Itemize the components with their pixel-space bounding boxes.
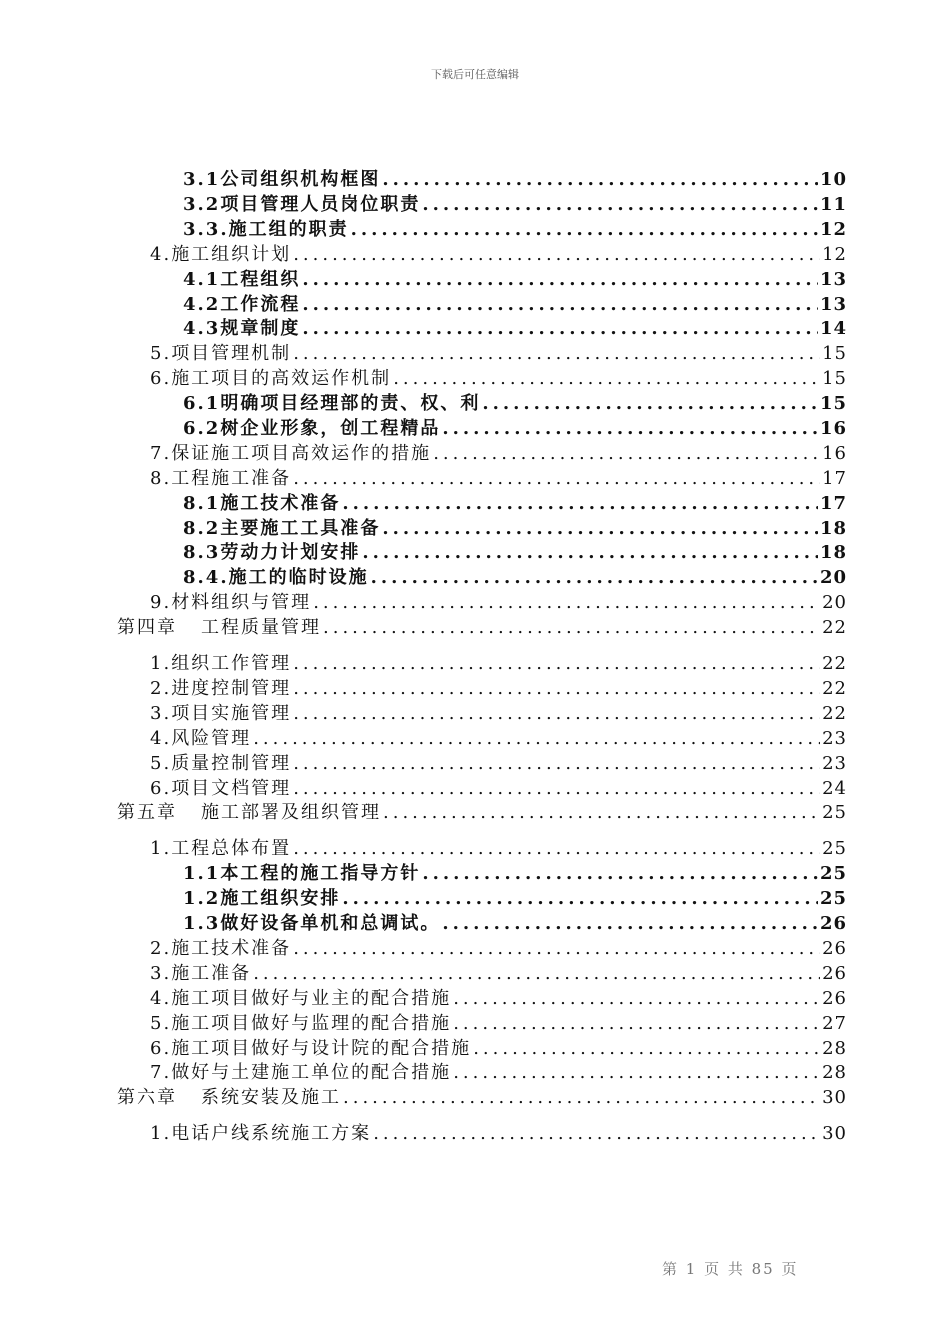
toc-entry[interactable] [183,317,847,341]
toc-entry[interactable] [183,193,847,217]
toc-entry-page: 26 [822,988,847,1009]
toc-entry-title: 做好设备单机和总调试。 [220,913,441,934]
toc-leader-dots [482,392,818,416]
toc-entry-number: 8.4. [183,567,229,588]
toc-entry-page: 30 [822,1123,847,1144]
toc-leader-dots [422,193,818,217]
toc-leader-dots [302,293,818,317]
toc-entry[interactable] [150,777,847,801]
toc-entry-title: 保证施工项目高效运作的措施 [171,443,432,464]
toc-entry[interactable] [183,912,847,936]
toc-entry-page: 14 [819,318,847,339]
toc-entry[interactable] [150,243,847,267]
toc-entry-number: 6. [150,1038,172,1059]
toc-entry-number: 1.3 [183,913,221,934]
toc-entry-title: 明确项目经理部的责、权、利 [220,393,481,414]
toc-leader-dots [382,517,818,541]
toc-entry[interactable] [150,837,847,861]
toc-entry-page: 17 [819,493,847,514]
toc-entry[interactable] [150,1037,847,1061]
toc-entry-number: 6. [150,778,172,799]
toc-entry[interactable] [150,591,847,615]
header-note: 下载后可任意编辑 [431,68,519,81]
toc-entry-page: 26 [822,963,847,984]
toc-entry-number: 第五章 [117,802,177,823]
toc-entry-number: 4. [150,244,172,265]
toc-entry-title: 施工项目做好与监理的配合措施 [171,1013,452,1034]
toc-entry-page: 15 [819,393,847,414]
toc-leader-dots [383,801,820,825]
toc-entry-number: 9. [150,592,172,613]
toc-entry-number: 4. [150,988,172,1009]
toc-entry-number: 3.3. [183,219,229,240]
toc-leader-dots [433,442,820,466]
toc-entry[interactable] [183,392,847,416]
toc-entry-page: 28 [822,1062,847,1083]
toc-entry[interactable] [150,342,847,366]
toc-entry-number: 1.1 [183,863,221,884]
toc-entry[interactable] [183,517,847,541]
toc-entry-page: 22 [822,678,847,699]
toc-leader-dots [293,467,820,491]
toc-entry-title: 主要施工工具准备 [220,518,381,539]
toc-entry-page: 23 [822,753,847,774]
toc-entry[interactable] [183,218,847,242]
toc-entry[interactable] [117,616,847,640]
toc-entry[interactable] [150,987,847,1011]
toc-entry[interactable] [183,417,847,441]
toc-leader-dots [473,1037,820,1061]
toc-entry-title: 劳动力计划安排 [220,542,361,563]
toc-leader-dots [393,367,820,391]
toc-entry-page: 15 [822,343,847,364]
toc-entry-title: 项目管理人员岗位职责 [220,194,421,215]
toc-entry-page: 16 [819,418,847,439]
toc-entry-page: 26 [819,913,847,934]
toc-entry[interactable] [183,293,847,317]
toc-entry[interactable] [150,752,847,776]
toc-leader-dots [293,702,820,726]
toc-entry[interactable] [150,367,847,391]
toc-entry-title: 施工组织安排 [220,888,341,909]
toc-entry-number: 2. [150,678,172,699]
toc-entry-page: 20 [822,592,847,613]
toc-leader-dots [453,987,820,1011]
toc-entry-page: 25 [822,838,847,859]
toc-leader-dots [343,1086,820,1110]
toc-entry-title: 质量控制管理 [171,753,292,774]
toc-entry-number: 1. [150,1123,172,1144]
toc-leader-dots [371,566,818,590]
toc-leader-dots [293,243,820,267]
toc-entry-page: 27 [822,1013,847,1034]
toc-entry-title: 施工项目的高效运作机制 [171,368,392,389]
toc-entry-number: 8.1 [183,493,221,514]
toc-leader-dots [323,616,820,640]
toc-entry-title: 工作流程 [220,294,301,315]
toc-entry[interactable] [117,1086,847,1110]
toc-entry-title: 系统安装及施工 [201,1087,341,1108]
toc-entry[interactable] [150,652,847,676]
toc-leader-dots [362,541,818,565]
toc-leader-dots [293,652,820,676]
toc-entry[interactable] [150,442,847,466]
toc-entry-number: 3. [150,963,172,984]
toc-entry-title: 本工程的施工指导方针 [220,863,421,884]
toc-entry-page: 26 [822,938,847,959]
toc-entry[interactable] [183,887,847,911]
toc-entry-number: 3.2 [183,194,221,215]
toc-entry-number: 1. [150,838,172,859]
toc-entry-page: 25 [822,802,847,823]
toc-entry-number: 8. [150,468,172,489]
toc-entry[interactable] [150,467,847,491]
toc-leader-dots [453,1061,820,1085]
toc-entry-title: 工程组织 [220,269,301,290]
toc-entry-number: 8.2 [183,518,221,539]
toc-entry-title: 项目实施管理 [171,703,292,724]
toc-entry-number: 5. [150,753,172,774]
toc-leader-dots [293,677,820,701]
toc-entry-title: 规章制度 [220,318,301,339]
toc-entry-page: 18 [819,518,847,539]
toc-entry-number: 4.3 [183,318,221,339]
toc-entry-title: 施工组织计划 [171,244,292,265]
toc-entry-page: 22 [822,617,847,638]
toc-entry-page: 30 [822,1087,847,1108]
toc-entry-title: 施工组的职责 [228,219,349,240]
toc-entry-page: 25 [819,888,847,909]
toc-entry-page: 24 [822,778,847,799]
toc-entry-title: 电话户线系统施工方案 [171,1123,372,1144]
toc-entry-title: 施工技术准备 [220,493,341,514]
toc-entry-title: 材料组织与管理 [171,592,312,613]
toc-entry-number: 1.2 [183,888,221,909]
toc-leader-dots [302,268,818,292]
toc-entry[interactable] [150,937,847,961]
toc-leader-dots [302,317,818,341]
toc-entry-title: 工程总体布置 [171,838,292,859]
toc-entry-number: 4.1 [183,269,221,290]
toc-entry-number: 6. [150,368,172,389]
toc-leader-dots [342,492,818,516]
toc-entry-title: 风险管理 [171,728,252,749]
toc-entry-page: 12 [819,219,847,240]
toc-entry-title: 工程施工准备 [171,468,292,489]
toc-entry-page: 13 [819,269,847,290]
toc-entry-title: 施工的临时设施 [228,567,369,588]
toc-entry-page: 12 [822,244,847,265]
toc-entry[interactable] [183,566,847,590]
toc-leader-dots [382,168,818,192]
toc-entry-number: 5. [150,343,172,364]
toc-entry[interactable] [183,168,847,192]
toc-entry[interactable] [183,862,847,886]
toc-entry-page: 10 [819,169,847,190]
toc-entry-page: 18 [819,542,847,563]
toc-entry[interactable] [150,1061,847,1085]
toc-leader-dots [293,777,820,801]
toc-entry-number: 2. [150,938,172,959]
toc-entry-title: 施工部署及组织管理 [201,802,381,823]
toc-entry-title: 公司组织机构框图 [220,169,381,190]
toc-entry-page: 28 [822,1038,847,1059]
toc-entry-page: 16 [822,443,847,464]
toc-entry[interactable] [150,727,847,751]
toc-entry[interactable] [183,492,847,516]
toc-entry-title: 树企业形象，创工程精品 [220,418,441,439]
toc-entry-title: 工程质量管理 [201,617,321,638]
toc-leader-dots [442,912,818,936]
toc-entry-page: 22 [822,703,847,724]
toc-leader-dots [253,962,820,986]
toc-leader-dots [293,342,820,366]
toc-entry-title: 施工准备 [171,963,252,984]
toc-entry-page: 22 [822,653,847,674]
toc-leader-dots [442,417,818,441]
toc-entry-page: 23 [822,728,847,749]
toc-entry-number: 8.3 [183,542,221,563]
toc-entry[interactable] [183,541,847,565]
toc-leader-dots [373,1122,820,1146]
toc-leader-dots [253,727,820,751]
toc-entry-number: 6.1 [183,393,221,414]
toc-entry[interactable] [183,268,847,292]
toc-entry-number: 3. [150,703,172,724]
toc-leader-dots [342,887,818,911]
toc-entry[interactable] [150,702,847,726]
toc-entry-number: 6.2 [183,418,221,439]
toc-entry[interactable] [150,1012,847,1036]
toc-entry-title: 项目文档管理 [171,778,292,799]
toc-entry-number: 第六章 [117,1087,177,1108]
toc-entry[interactable] [150,962,847,986]
toc-entry-number: 5. [150,1013,172,1034]
toc-entry-page: 17 [822,468,847,489]
footer-page-number: 第 1 页 共 85 页 [662,1260,799,1278]
toc-entry-title: 施工技术准备 [171,938,292,959]
toc-leader-dots [351,218,818,242]
toc-entry-title: 进度控制管理 [171,678,292,699]
toc-entry-number: 1. [150,653,172,674]
toc-entry-number: 第四章 [117,617,177,638]
toc-leader-dots [422,862,818,886]
toc-leader-dots [293,937,820,961]
toc-entry-number: 4. [150,728,172,749]
toc-entry-title: 做好与土建施工单位的配合措施 [171,1062,452,1083]
toc-entry-title: 项目管理机制 [171,343,292,364]
toc-entry[interactable] [150,1122,847,1146]
toc-entry-page: 13 [819,294,847,315]
toc-entry-page: 15 [822,368,847,389]
toc-entry[interactable] [117,801,847,825]
toc-entry-page: 25 [819,863,847,884]
toc-entry-page: 11 [819,194,847,215]
toc-entry-number: 7. [150,1062,172,1083]
toc-entry-title: 施工项目做好与业主的配合措施 [171,988,452,1009]
toc-entry-title: 组织工作管理 [171,653,292,674]
toc-leader-dots [293,752,820,776]
toc-leader-dots [293,837,820,861]
toc-entry-number: 7. [150,443,172,464]
toc-leader-dots [313,591,820,615]
toc-leader-dots [453,1012,820,1036]
toc-entry-title: 施工项目做好与设计院的配合措施 [171,1038,472,1059]
toc-entry-number: 4.2 [183,294,221,315]
toc-entry-number: 3.1 [183,169,221,190]
toc-entry-page: 20 [819,567,847,588]
toc-entry[interactable] [150,677,847,701]
